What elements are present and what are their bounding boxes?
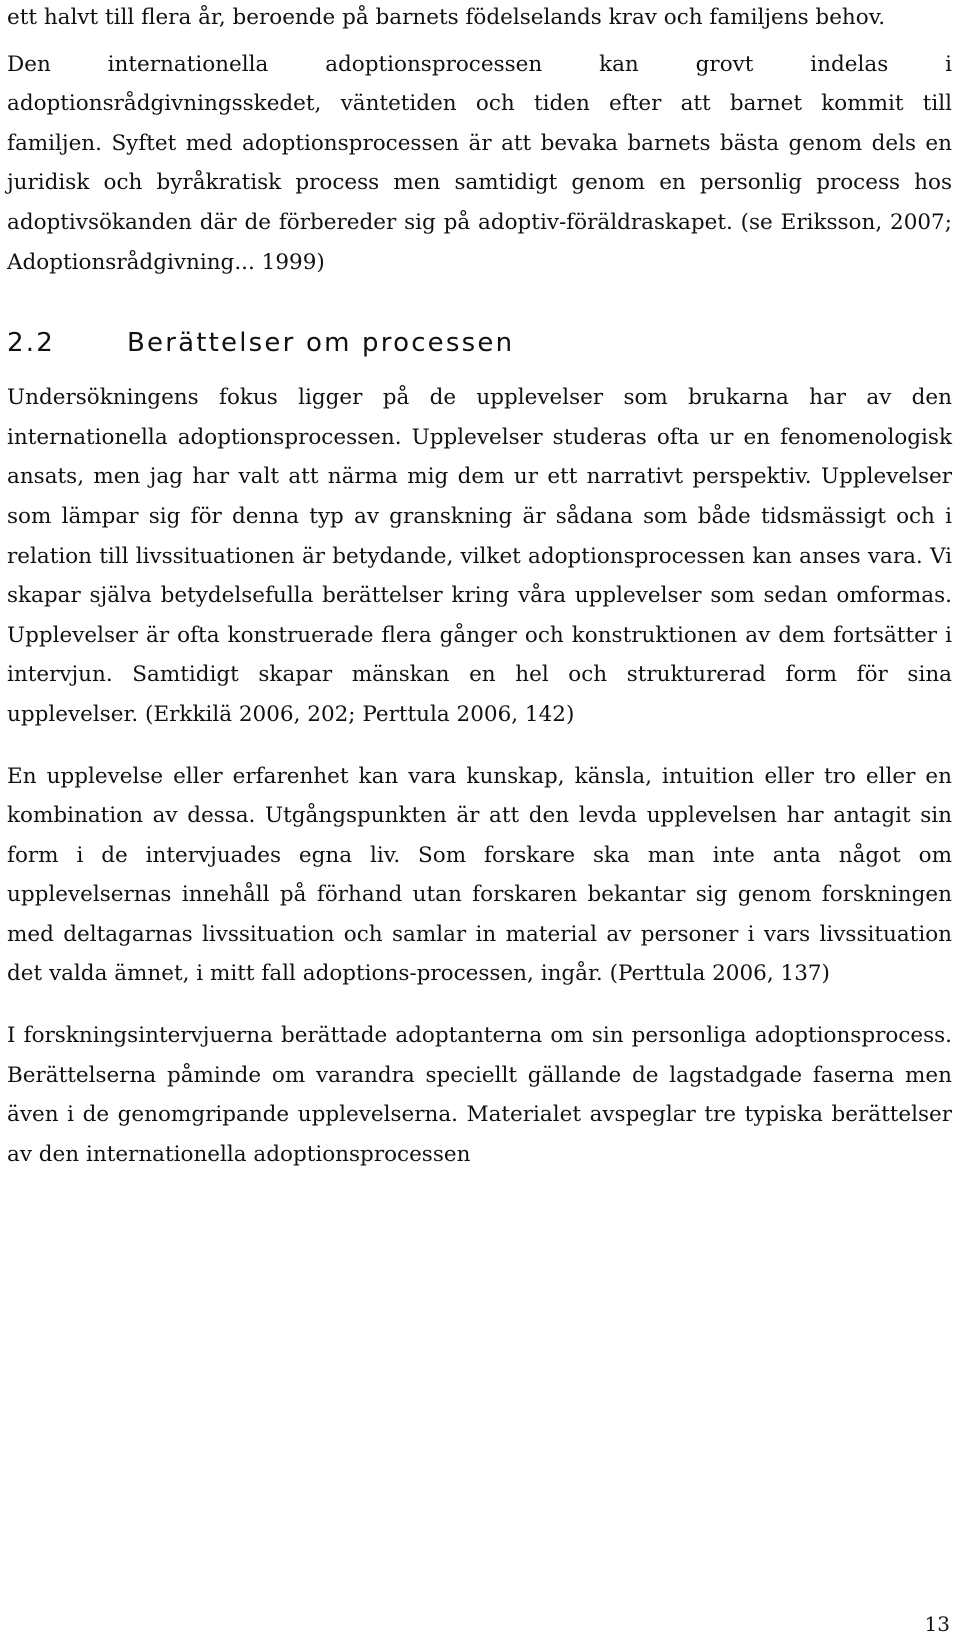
body-paragraph: Undersökningens fokus ligger på de upplevelser som brukarna har av den internationella adoptionsprocessen. Upplevelser studeras ofta ur en fenomenologisk ansats, men jag har valt att närma mig dem ur ett narrativt perspektiv. Upplevelser som lämpar sig för denna typ av granskning är sådana som både tidsmässigt och i relation till livssituationen är betydande, vilket adoptionsprocessen kan anses vara. Vi skapar själva betydelsefulla berättelser kring våra upplevelser som sedan omformas. Upplevelser är ofta konstruerade flera gånger och konstruktionen av dem fortsätter i intervjun. Samtidigt skapar mänskan en hel och strukturerad form för sina upplevelser. (Erkkilä 2006, 202; Perttula 2006, 142) — [7, 385, 952, 727]
section-number: 2.2 — [7, 328, 55, 359]
body-paragraph: En upplevelse eller erfarenhet kan vara kunskap, känsla, intuition eller tro eller en kombination av dessa. Utgångspunkten är att den levda upplevelsen har antagit sin form i de intervjuades egna liv. Som forskare ska man inte anta något om upplevelsernas innehåll på förhand utan forskaren bekantar sig genom forskningen med deltagarnas livssituation och samlar in material av personer i vars livssituation det valda ämnet, i mitt fall adoptions-processen, ingår. (Perttula 2006, 137) — [7, 763, 952, 987]
body-paragraph: ett halvt till flera år, beroende på barnets födelselands krav och familjens behov. — [7, 5, 886, 30]
page-number: 13 — [924, 1612, 950, 1636]
section-heading — [7, 326, 952, 360]
section-title: Berättelser om processen — [127, 328, 515, 359]
document-page — [7, 0, 952, 1174]
body-paragraph: Den internationella adoptionsprocessen kan grovt indelas i adoptionsrådgivningsskedet, väntetiden och tiden efter att barnet kommit till familjen. Syftet med adoptionsprocessen är att bevaka barnets bästa genom dels en juridisk och byråkratisk process men samtidigt genom en personlig process hos adoptivsökanden där de förbereder sig på adoptiv-föräldraskapet. (se Eriksson, 2007; Adoptionsrådgivning... 1999) — [7, 51, 952, 275]
body-paragraph: I forskningsintervjuerna berättade adoptanterna om sin personliga adoptionsprocess. Berättelserna påminde om varandra speciellt gällande de lagstadgade faserna men även i de genomgripande upplevelserna. Materialet avspeglar tre typiska berättelser av den internationella adoptionsprocessen — [7, 1023, 952, 1167]
